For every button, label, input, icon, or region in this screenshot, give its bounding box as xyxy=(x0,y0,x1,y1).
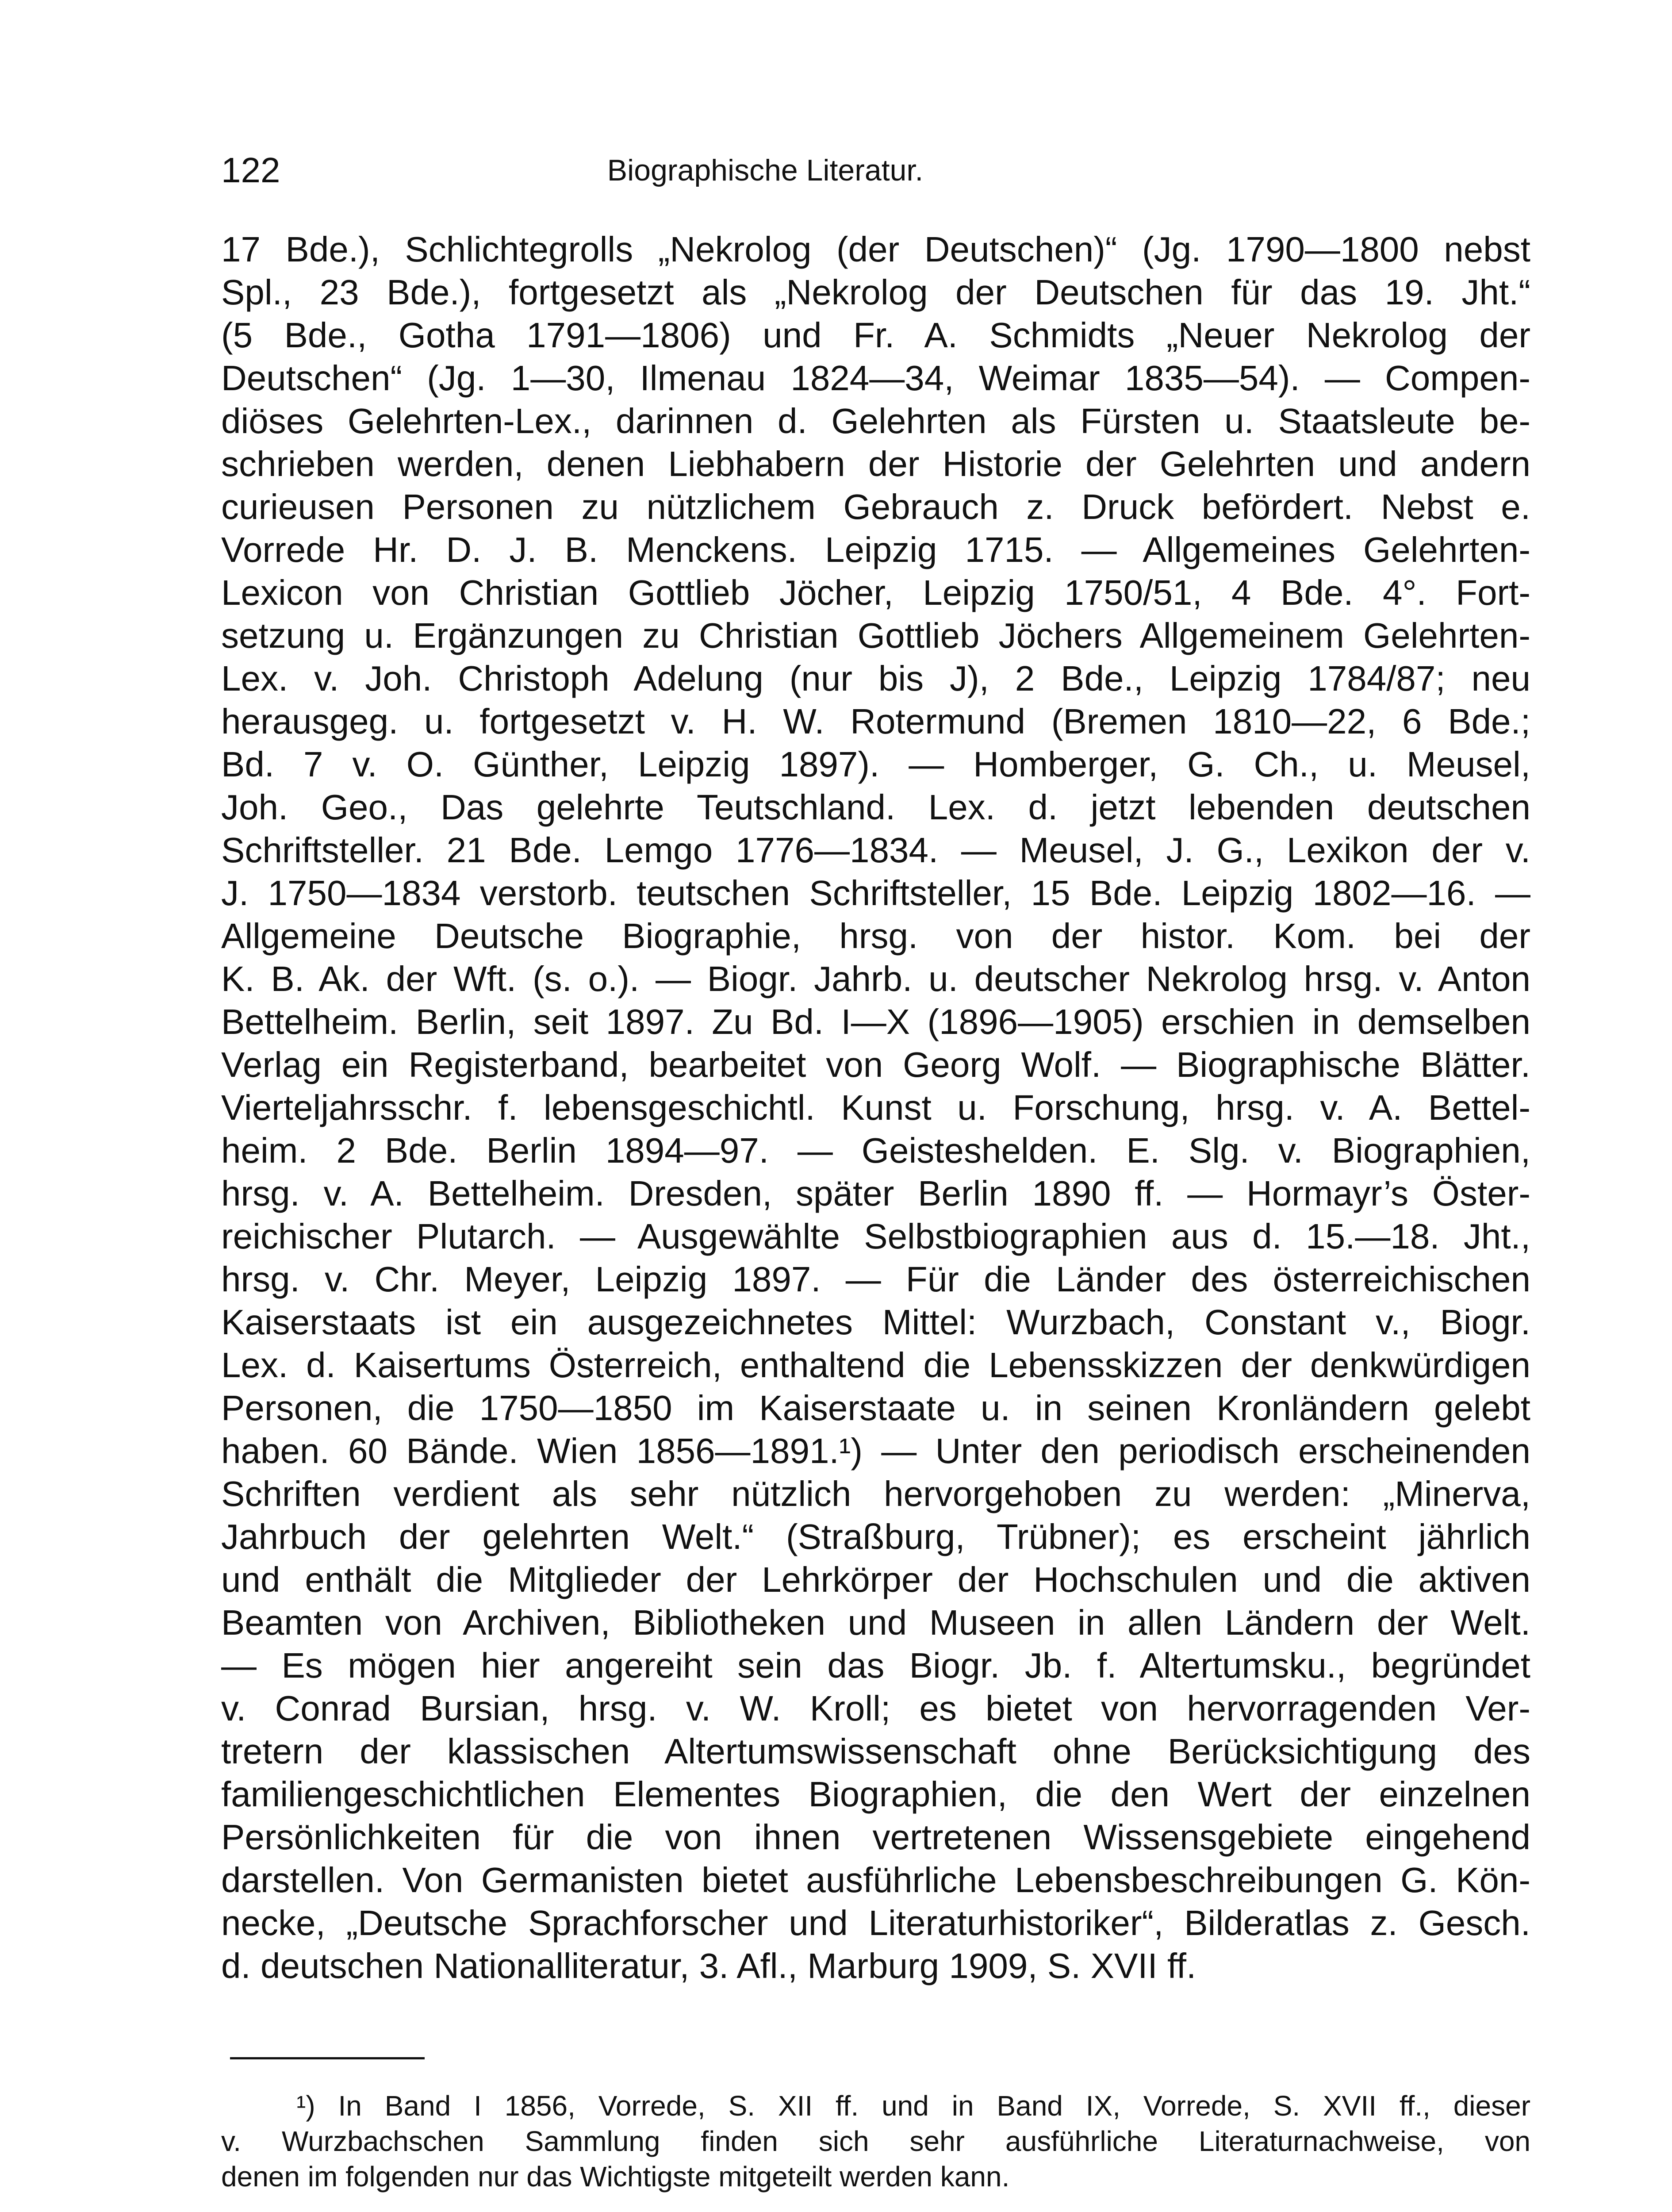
main-text xyxy=(221,228,1530,1987)
text-line: Lexicon von Christian Gottlieb Jöcher, Leipzig 1750/51, 4 Bde. 4°. Fort- xyxy=(221,573,1530,612)
text-line: v. Conrad Bursian, hrsg. v. W. Kroll; es bietet von hervorragenden Ver- xyxy=(221,1689,1530,1728)
footnote-divider xyxy=(230,2057,425,2059)
text-line: (5 Bde., Gotha 1791—1806) und Fr. A. Schmidts „Neuer Nekrolog der xyxy=(221,315,1530,355)
text-line: Jahrbuch der gelehrten Welt.“ (Straßburg, Trübner); es erscheint jährlich xyxy=(221,1517,1530,1556)
page-number: 122 xyxy=(221,150,280,190)
text-line: diöses Gelehrten-Lex., darinnen d. Gelehrten als Fürsten u. Staatsleute be- xyxy=(221,401,1530,441)
text-line: und enthält die Mitglieder der Lehrkörper der Hochschulen und die aktiven xyxy=(221,1560,1530,1599)
text-line: Personen, die 1750—1850 im Kaiserstaate u. in seinen Kronländern gelebt xyxy=(221,1388,1530,1428)
text-line: necke, „Deutsche Sprachforscher und Literaturhistoriker“, Bilderatlas z. Gesch. xyxy=(221,1903,1530,1943)
page-header xyxy=(221,146,1309,195)
footnote xyxy=(221,2088,1530,2194)
text-line: setzung u. Ergänzungen zu Christian Gottlieb Jöchers Allgemeinem Gelehrten- xyxy=(221,616,1530,655)
text-line: Spl., 23 Bde.), fortgesetzt als „Nekrolog der Deutschen für das 19. Jht.“ xyxy=(221,273,1530,312)
text-line: hrsg. v. Chr. Meyer, Leipzig 1897. — Für die Länder des österreichischen xyxy=(221,1260,1530,1299)
text-line: Vorrede Hr. D. J. B. Menckens. Leipzig 1715. — Allgemeines Gelehrten- xyxy=(221,530,1530,569)
text-line: heim. 2 Bde. Berlin 1894—97. — Geisteshelden. E. Slg. v. Biographien, xyxy=(221,1131,1530,1170)
text-line: Bettelheim. Berlin, seit 1897. Zu Bd. I—X (1896—1905) erschien in demselben xyxy=(221,1002,1530,1041)
text-line: herausgeg. u. fortgesetzt v. H. W. Rotermund (Bremen 1810—22, 6 Bde.; xyxy=(221,702,1530,741)
text-line: Verlag ein Registerband, bearbeitet von Georg Wolf. — Biographische Blätter. xyxy=(221,1045,1530,1084)
text-line: K. B. Ak. der Wft. (s. o.). — Biogr. Jahrb. u. deutscher Nekrolog hrsg. v. Anton xyxy=(221,959,1530,998)
text-line: reichischer Plutarch. — Ausgewählte Selbstbiographien aus d. 15.—18. Jht., xyxy=(221,1217,1530,1256)
text-line: Joh. Geo., Das gelehrte Teutschland. Lex. d. jetzt lebenden deutschen xyxy=(221,787,1530,827)
text-line: Lex. v. Joh. Christoph Adelung (nur bis J), 2 Bde., Leipzig 1784/87; neu xyxy=(221,659,1530,698)
text-line: Deutschen“ (Jg. 1—30, Ilmenau 1824—34, Weimar 1835—54). — Compen- xyxy=(221,358,1530,398)
text-line: tretern der klassischen Altertumswissenschaft ohne Berücksichtigung des xyxy=(221,1732,1530,1771)
text-line: — Es mögen hier angereiht sein das Biogr. Jb. f. Altertumsku., begründet xyxy=(221,1646,1530,1685)
text-line: Beamten von Archiven, Bibliotheken und Museen in allen Ländern der Welt. xyxy=(221,1603,1530,1642)
text-line: Allgemeine Deutsche Biographie, hrsg. von der histor. Kom. bei der xyxy=(221,916,1530,956)
footnote-line: ¹) In Band I 1856, Vorrede, S. XII ff. und in Band IX, Vorrede, S. XVII ff., dieser xyxy=(296,2090,1530,2122)
text-line: familiengeschichtlichen Elementes Biographien, die den Wert der einzelnen xyxy=(221,1774,1530,1814)
text-line: Lex. d. Kaisertums Österreich, enthaltend die Lebensskizzen der denkwürdigen xyxy=(221,1345,1530,1385)
text-line: Schriften verdient als sehr nützlich hervorgehoben zu werden: „Minerva, xyxy=(221,1474,1530,1513)
text-line: J. 1750—1834 verstorb. teutschen Schriftsteller, 15 Bde. Leipzig 1802—16. — xyxy=(221,873,1530,913)
text-line: Bd. 7 v. O. Günther, Leipzig 1897). — Homberger, G. Ch., u. Meusel, xyxy=(221,745,1530,784)
text-line: 17 Bde.), Schlichtegrolls „Nekrolog (der Deutschen)“ (Jg. 1790—1800 nebst xyxy=(221,230,1530,269)
text-line: d. deutschen Nationalliteratur, 3. Afl., Marburg 1909, S. XVII ff. xyxy=(221,1946,1196,1985)
text-line: hrsg. v. A. Bettelheim. Dresden, später Berlin 1890 ff. — Hormayr’s Öster- xyxy=(221,1174,1530,1213)
text-line: haben. 60 Bände. Wien 1856—1891.¹) — Unter den periodisch erscheinenden xyxy=(221,1431,1530,1471)
footnote-line: v. Wurzbachschen Sammlung finden sich sehr ausführliche Literaturnachweise, von xyxy=(221,2125,1530,2157)
footnote-line: denen im folgenden nur das Wichtigste mitgeteilt werden kann. xyxy=(221,2161,1010,2193)
text-line: Schriftsteller. 21 Bde. Lemgo 1776—1834. — Meusel, J. G., Lexikon der v. xyxy=(221,830,1530,870)
running-title: Biographische Literatur. xyxy=(607,154,924,187)
text-line: darstellen. Von Germanisten bietet ausführliche Lebensbeschreibungen G. Kön- xyxy=(221,1860,1530,1900)
text-line: curieusen Personen zu nützlichem Gebrauch z. Druck befördert. Nebst e. xyxy=(221,487,1530,526)
text-line: Kaiserstaats ist ein ausgezeichnetes Mittel: Wurzbach, Constant v., Biogr. xyxy=(221,1302,1530,1342)
text-line: schrieben werden, denen Liebhabern der Historie der Gelehrten und andern xyxy=(221,444,1530,484)
text-line: Vierteljahrsschr. f. lebensgeschichtl. Kunst u. Forschung, hrsg. v. A. Bettel- xyxy=(221,1088,1530,1127)
text-line: Persönlichkeiten für die von ihnen vertretenen Wissensgebiete eingehend xyxy=(221,1817,1530,1857)
